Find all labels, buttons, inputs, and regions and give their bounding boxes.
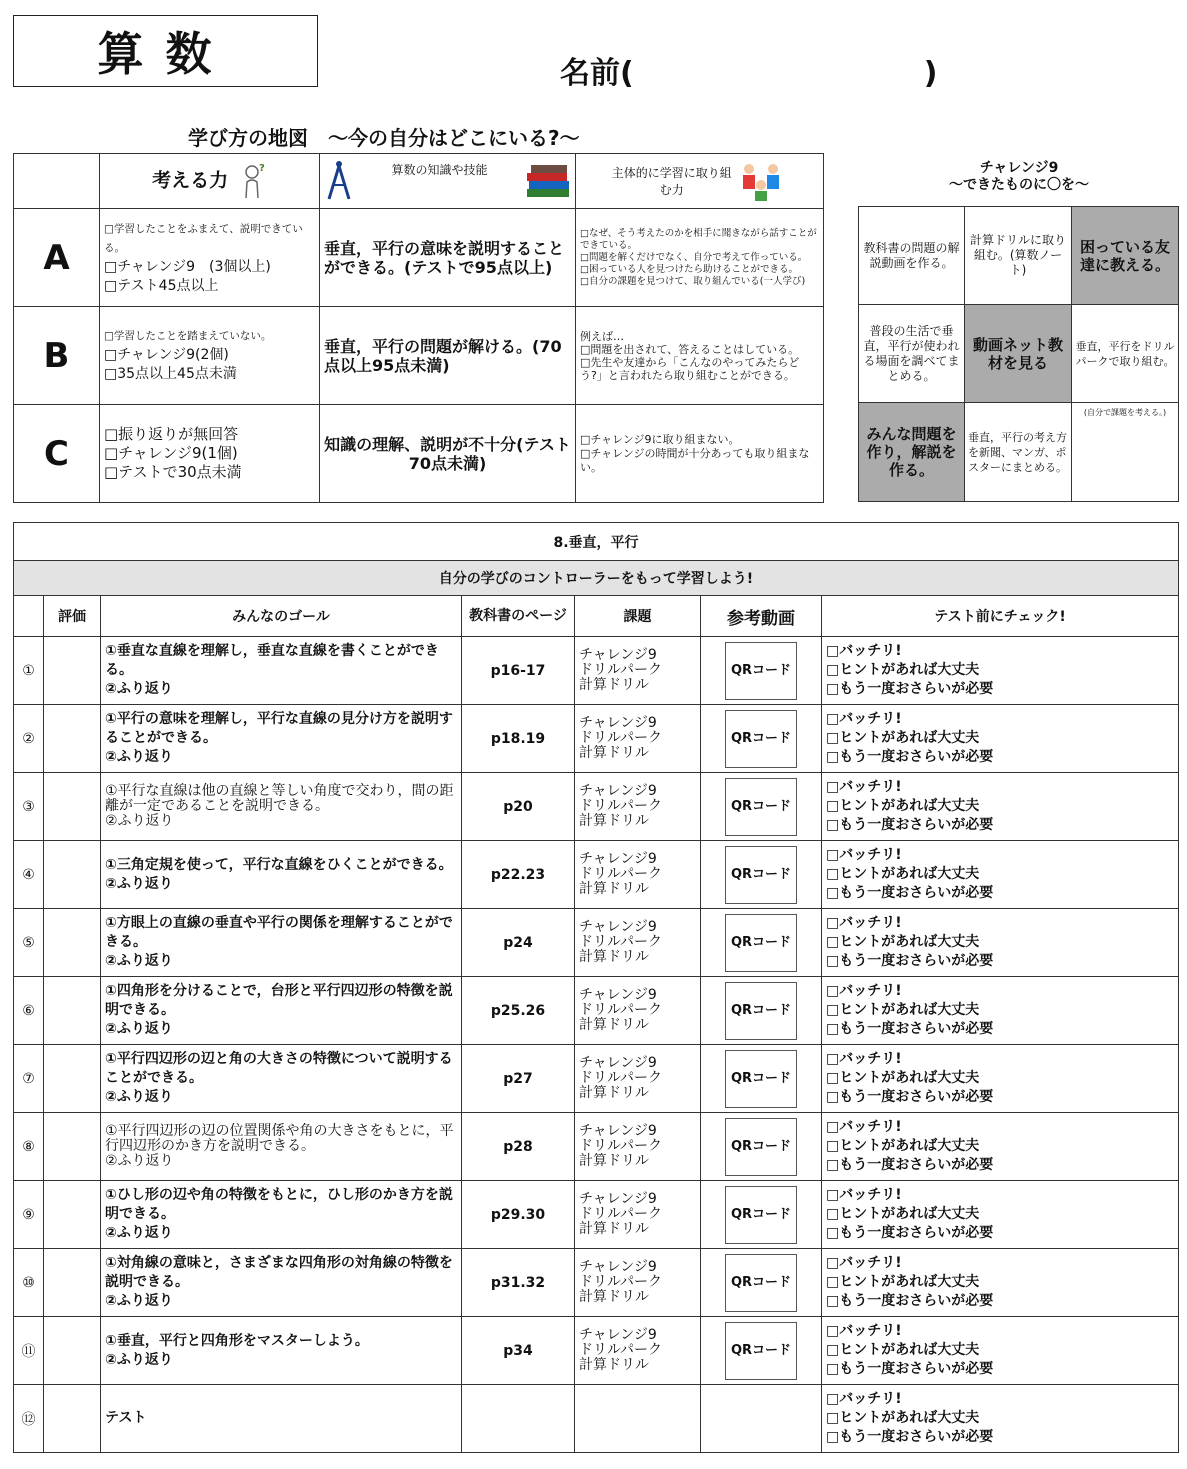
check-cell [822,1181,1179,1249]
check-option[interactable]: □バッチリ! [826,1187,902,1203]
proactive-b: 例えば… □問題を出されて、答えることはしている。 □先生や友達から「こんなのやってみたらどう?」と言われたら取り組むことができる。 [576,307,824,405]
eval-cell[interactable] [44,773,101,841]
goal-line: ①ひし形の辺や角の特徴をもとに，ひし形のかき方を説明できる。 [105,1187,453,1222]
goal-cell [101,1317,462,1385]
task-line: ドリルパーク [579,1138,663,1154]
goal-line: ②ふり返り [105,1153,174,1169]
goal-line: ②ふり返り [105,1351,173,1368]
qr-code-box[interactable]: QRコード [725,1186,797,1244]
page-cell: p28 [462,1113,575,1181]
goal-cell [101,637,462,705]
lesson-number: ③ [14,773,44,841]
check-option[interactable]: □もう一度おさらいが必要 [826,749,994,765]
check-option[interactable]: □バッチリ! [826,1255,902,1271]
check-cell [822,909,1179,977]
check-option[interactable]: □もう一度おさらいが必要 [826,1225,994,1241]
check-option[interactable]: □ヒントがあれば大丈夫 [826,1410,980,1426]
check-option[interactable]: □もう一度おさらいが必要 [826,1429,994,1445]
header-knowledge: 算数の知識や技能 [320,154,576,209]
check-option[interactable]: □バッチリ! [826,711,902,727]
video-cell [701,1181,822,1249]
grade-a: A [14,209,100,307]
check-option[interactable]: □ヒントがあれば大丈夫 [826,1206,980,1222]
check-option[interactable]: □バッチリ! [826,847,902,863]
goal-line: ②ふり返り [105,749,173,765]
eval-cell[interactable] [44,1045,101,1113]
page-cell: p31.32 [462,1249,575,1317]
goal-line: ①三角定規を使って，平行な直線をひくことができる。 [105,856,453,873]
lesson-number: ⑥ [14,977,44,1045]
goal-cell [101,841,462,909]
challenge-cell-6[interactable]: 垂直，平行をドリルパークで取り組む。 [1072,305,1179,403]
lesson-number: ⑨ [14,1181,44,1249]
goal-line: ①平行な直線は他の直線と等しい角度で交わり，間の距離が一定であることを説明できる。 [105,783,454,814]
check-option[interactable]: □ヒントがあれば大丈夫 [826,798,980,814]
check-cell [822,705,1179,773]
challenge-cell-9[interactable]: (自分で課題を考える。) [1072,403,1179,502]
qr-code-box[interactable]: QRコード [725,1050,797,1108]
col-eval: 評価 [44,596,101,637]
lesson-row [14,705,1179,773]
check-option[interactable]: □もう一度おさらいが必要 [826,1089,994,1105]
page-cell: p34 [462,1317,575,1385]
knowledge-c: 知識の理解、説明が不十分(テスト70点未満) [320,405,576,503]
qr-code-box[interactable]: QRコード [725,710,797,768]
check-option[interactable]: □もう一度おさらいが必要 [826,1157,994,1173]
lesson-number: ⑩ [14,1249,44,1317]
task-line: ドリルパーク [579,1070,663,1086]
check-option[interactable]: □ヒントがあれば大丈夫 [826,1274,980,1290]
lesson-number: ① [14,637,44,705]
check-option[interactable]: □ヒントがあれば大丈夫 [826,1070,980,1086]
lesson-number: ⑦ [14,1045,44,1113]
goal-line: ①四角形を分けることで，台形と平行四辺形の特徴を説明できる。 [105,983,453,1018]
proactive-a: □なぜ、そう考えたのかを相手に聞きながら話すことができている。 □問題を解くだけでなく、自分で考えて作っている。 □困っている人を見つけたら助けることができる。 □自分の課題を見つけて、取り組んでいる(一人学び) [576,209,824,307]
check-option[interactable]: □ヒントがあれば大丈夫 [826,1002,980,1018]
knowledge-a: 垂直，平行の意味を説明することができる。(テストで95点以上) [320,209,576,307]
goal-cell [101,1385,462,1453]
check-cell [822,977,1179,1045]
video-cell [701,977,822,1045]
qr-code-box[interactable]: QRコード [725,778,797,836]
motto-banner: 自分の学びのコントローラーをもって学習しよう! [14,561,1179,596]
lesson-row [14,977,1179,1045]
check-option[interactable]: □ヒントがあれば大丈夫 [826,866,980,882]
goal-cell [101,1113,462,1181]
challenge-cell-2[interactable]: 計算ドリルに取り組む。(算数ノート) [965,207,1072,305]
task-line: 計算ドリル [579,813,649,829]
goal-line: ①平行の意味を理解し，平行な直線の見分け方を説明することができる。 [105,711,453,746]
qr-code-box[interactable]: QRコード [725,642,797,700]
task-line: チャレンジ9 [579,1327,657,1343]
goal-line: ①平行四辺形の辺と角の大きさの特徴について説明することができる。 [105,1051,453,1086]
check-cell [822,773,1179,841]
goal-line: ②ふり返り [105,813,174,829]
lesson-number: ⑫ [14,1385,44,1453]
eval-cell[interactable] [44,705,101,773]
task-line: ドリルパーク [579,1274,663,1290]
check-cell [822,841,1179,909]
col-page: 教科書のページ [462,596,575,637]
check-option[interactable]: □バッチリ! [826,915,902,931]
task-line: ドリルパーク [579,662,663,678]
video-cell [701,1045,822,1113]
task-line: 計算ドリル [579,745,649,761]
challenge-title: チャレンジ9 ～できたものに〇を～ [949,160,1089,193]
check-option[interactable]: □もう一度おさらいが必要 [826,1021,994,1037]
goal-line: ①方眼上の直線の垂直や平行の関係を理解することができる。 [105,915,453,950]
goal-line: ①垂直な直線を理解し，垂直な直線を書くことができる。 [105,643,439,678]
task-line: 計算ドリル [579,881,649,897]
task-line: ドリルパーク [579,866,663,882]
task-cell [575,1045,701,1113]
page-cell: p22.23 [462,841,575,909]
check-option[interactable]: □ヒントがあれば大丈夫 [826,1138,980,1154]
lesson-row [14,1181,1179,1249]
challenge-cell-4[interactable]: 普段の生活で垂直，平行が使われる場面を調べてまとめる。 [859,305,965,403]
grade-b: B [14,307,100,405]
lesson-row [14,1249,1179,1317]
task-line: ドリルパーク [579,1206,663,1222]
lesson-number: ⑤ [14,909,44,977]
map-title: 学び方の地図 ～今の自分はどこにいる?～ [188,126,580,150]
check-option[interactable]: □バッチリ! [826,779,902,795]
task-line: チャレンジ9 [579,1055,657,1071]
lesson-number: ② [14,705,44,773]
task-cell [575,773,701,841]
challenge-cell-1[interactable]: 教科書の問題の解説動画を作る。 [859,207,965,305]
goal-cell [101,977,462,1045]
qr-code-box[interactable]: QRコード [725,1322,797,1380]
goal-line: ②ふり返り [105,1293,173,1309]
check-cell [822,1317,1179,1385]
page-cell: p29.30 [462,1181,575,1249]
check-option[interactable]: □ヒントがあれば大丈夫 [826,662,980,678]
col-task: 課題 [575,596,701,637]
task-line: 計算ドリル [579,1221,649,1237]
task-cell [575,909,701,977]
task-cell [575,1181,701,1249]
eval-cell[interactable] [44,1317,101,1385]
challenge-cell-3[interactable]: 困っている友達に教える。 [1072,207,1179,305]
lesson-number: ⑪ [14,1317,44,1385]
task-line: ドリルパーク [579,1002,663,1018]
check-cell [822,637,1179,705]
eval-cell[interactable] [44,1113,101,1181]
eval-cell[interactable] [44,1249,101,1317]
eval-cell[interactable] [44,841,101,909]
task-line: ドリルパーク [579,798,663,814]
learning-map-table [13,153,824,503]
thinking-person-icon [241,162,267,200]
eval-cell[interactable] [44,637,101,705]
subject-title: 算数 [13,15,318,87]
map-corner [14,154,100,209]
page-cell: p25.26 [462,977,575,1045]
lesson-row [14,1317,1179,1385]
goal-line: ②ふり返り [105,681,173,697]
books-icon [525,159,571,199]
check-cell [822,1249,1179,1317]
goal-line: ①平行四辺形の辺の位置関係や角の大きさをもとに，平行四辺形のかき方を説明できる。 [105,1123,454,1154]
task-line: 計算ドリル [579,1357,649,1373]
video-cell [701,1317,822,1385]
page-cell: p27 [462,1045,575,1113]
check-option[interactable]: □バッチリ! [826,1391,902,1407]
name-label: 名前( [560,56,634,91]
page-cell: p16-17 [462,637,575,705]
knowledge-b: 垂直，平行の問題が解ける。(70点以上95点未満) [320,307,576,405]
eval-cell[interactable] [44,1385,101,1453]
video-cell [701,1113,822,1181]
task-cell [575,637,701,705]
lesson-row [14,909,1179,977]
col-video: 参考動画 [701,596,822,637]
lesson-row [14,637,1179,705]
check-option[interactable]: □もう一度おさらいが必要 [826,885,994,901]
lesson-row [14,841,1179,909]
proactive-c: □チャレンジ9に取り組まない。 □チャレンジの時間が十分あっても取り組まない。 [576,405,824,503]
qr-code-box[interactable]: QRコード [725,1254,797,1312]
lesson-row [14,1113,1179,1181]
check-option[interactable]: □もう一度おさらいが必要 [826,953,994,969]
task-cell [575,841,701,909]
task-line: 計算ドリル [579,1085,649,1101]
task-cell [575,977,701,1045]
check-option[interactable]: □もう一度おさらいが必要 [826,817,994,833]
task-line: 計算ドリル [579,949,649,965]
eval-cell[interactable] [44,1181,101,1249]
check-cell [822,1045,1179,1113]
lesson-number: ⑧ [14,1113,44,1181]
compass-icon [324,159,354,203]
check-cell [822,1113,1179,1181]
task-line: ドリルパーク [579,934,663,950]
task-line: チャレンジ9 [579,783,657,799]
goal-cell [101,1181,462,1249]
goal-cell [101,909,462,977]
page-cell [462,1385,575,1453]
task-cell [575,1385,701,1453]
goal-line: ①対角線の意味と，さまざまな四角形の対角線の特徴を説明できる。 [105,1255,453,1290]
check-option[interactable]: □もう一度おさらいが必要 [826,681,994,697]
lesson-row [14,1045,1179,1113]
task-cell [575,1317,701,1385]
task-cell [575,1113,701,1181]
header-proactive: 主体的に学習に取り組む力 [576,154,824,209]
video-cell [701,705,822,773]
task-line: チャレンジ9 [579,851,657,867]
qr-code-box[interactable]: QRコード [725,846,797,904]
page-cell: p24 [462,909,575,977]
video-cell [701,1249,822,1317]
task-line: チャレンジ9 [579,1191,657,1207]
check-option[interactable]: □ヒントがあれば大丈夫 [826,730,980,746]
check-option[interactable]: □バッチリ! [826,643,902,659]
video-cell [701,841,822,909]
check-option[interactable]: □バッチリ! [826,983,902,999]
page-cell: p18.19 [462,705,575,773]
eval-cell[interactable] [44,909,101,977]
goal-cell [101,773,462,841]
col-check: テスト前にチェック! [822,596,1179,637]
students-icon [737,159,787,203]
qr-code-box[interactable]: QRコード [725,914,797,972]
goal-line: ②ふり返り [105,875,173,892]
col-goal: みんなのゴール [101,596,462,637]
challenge-grid [858,206,1179,502]
think-c: □振り返りが無回答 □チャレンジ9(1個) □テストで30点未満 [100,405,320,503]
check-option[interactable]: □ヒントがあれば大丈夫 [826,1342,980,1358]
goal-line: ①垂直，平行と四角形をマスターしよう。 [105,1332,369,1349]
eval-cell[interactable] [44,977,101,1045]
task-cell [575,1249,701,1317]
task-line: チャレンジ9 [579,1123,657,1139]
video-cell [701,909,822,977]
lesson-row [14,773,1179,841]
task-line: ドリルパーク [579,730,663,746]
lesson-row [14,1385,1179,1453]
grade-c: C [14,405,100,503]
task-line: チャレンジ9 [579,715,657,731]
unit-title: 8.垂直，平行 [14,523,1179,561]
check-option[interactable]: □バッチリ! [826,1051,902,1067]
task-line: チャレンジ9 [579,647,657,663]
think-b: □学習したことを踏まえていない。 □チャレンジ9(2個) □35点以上45点未満 [100,307,320,405]
video-cell [701,773,822,841]
task-line: 計算ドリル [579,1017,649,1033]
task-line: チャレンジ9 [579,987,657,1003]
header-think: 考える力 ? [100,154,320,209]
goal-cell [101,705,462,773]
check-option[interactable]: □バッチリ! [826,1119,902,1135]
task-line: チャレンジ9 [579,1259,657,1275]
goal-line: テスト [105,1410,147,1426]
task-cell [575,705,701,773]
check-option[interactable]: □バッチリ! [826,1323,902,1339]
challenge-cell-5[interactable]: 動画ネット教材を見る [965,305,1072,403]
goal-line: ②ふり返り [105,1089,173,1105]
task-line: 計算ドリル [579,1153,649,1169]
task-line: 計算ドリル [579,677,649,693]
challenge-cell-8[interactable]: 垂直，平行の考え方を新聞、マンガ、ポスターにまとめる。 [965,403,1072,502]
page-cell: p20 [462,773,575,841]
challenge-cell-7[interactable]: みんな問題を作り，解説を作る。 [859,403,965,502]
task-line: ドリルパーク [579,1342,663,1358]
video-cell [701,637,822,705]
video-cell [701,1385,822,1453]
check-option[interactable]: □もう一度おさらいが必要 [826,1361,994,1377]
name-close: ) [923,56,938,91]
check-cell [822,1385,1179,1453]
goal-line: ②ふり返り [105,1021,173,1037]
goal-cell [101,1249,462,1317]
check-option[interactable]: □ヒントがあれば大丈夫 [826,934,980,950]
task-line: チャレンジ9 [579,919,657,935]
check-option[interactable]: □もう一度おさらいが必要 [826,1293,994,1309]
think-a: □学習したことをふまえて、説明できている。 □チャレンジ9 (3個以上) □テスト45点以上 [100,209,320,307]
goal-line: ②ふり返り [105,953,173,969]
task-line: 計算ドリル [579,1289,649,1305]
qr-code-box[interactable]: QRコード [725,982,797,1040]
name-field[interactable] [560,48,937,92]
goal-line: ②ふり返り [105,1225,173,1241]
svg-text:?: ? [258,163,265,174]
col-num [14,596,44,637]
qr-code-box[interactable]: QRコード [725,1118,797,1176]
goal-cell [101,1045,462,1113]
lesson-plan-table [13,522,1179,1453]
lesson-number: ④ [14,841,44,909]
